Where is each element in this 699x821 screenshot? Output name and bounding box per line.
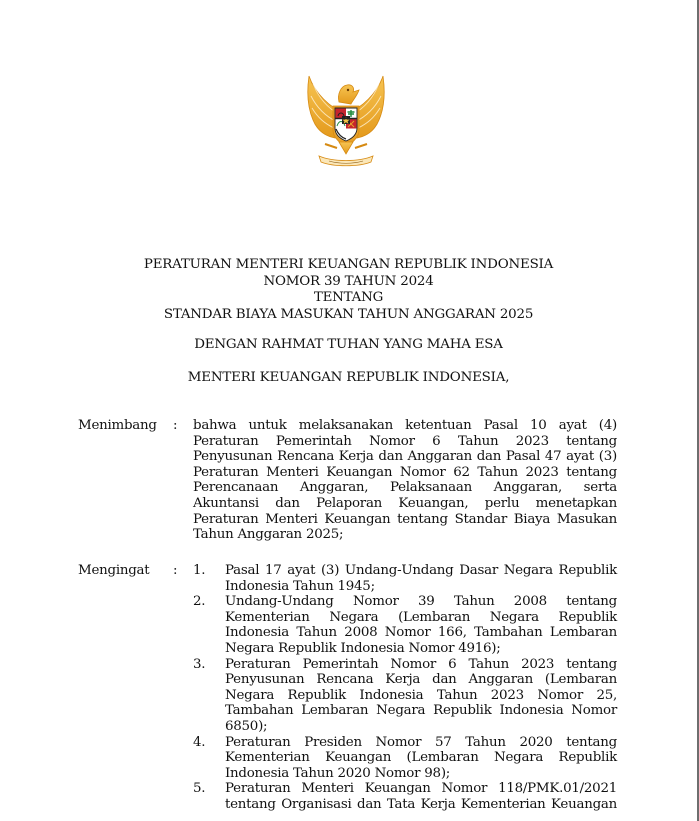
heading-line-number: NOMOR 39 TAHUN 2024 (263, 273, 434, 289)
text-line: Tambahan Lembaran Negara Republik Indonesia Nomor (225, 703, 617, 719)
text-line: Peraturan Menteri Keuangan Nomor 62 Tahun 2023 tentang (193, 464, 617, 480)
text-line: Kementerian Negara (Lembaran Negara Republik (225, 609, 617, 625)
menimbang-paragraph (193, 418, 617, 543)
text-line: Peraturan Menteri Keuangan tentang Standar Biaya Masukan (193, 511, 617, 527)
item-number: 2. (193, 594, 206, 610)
text-line: Negara Republik Indonesia Tahun 2023 Nomor 25, (225, 687, 617, 703)
item-number: 4. (193, 734, 206, 750)
text-line: Peraturan Presiden Nomor 57 Tahun 2020 tentang (225, 734, 617, 750)
heading-line-regulation: PERATURAN MENTERI KEUANGAN REPUBLIK INDONESIA (143, 257, 554, 272)
text-line: Perencanaan Anggaran, Pelaksanaan Anggaran, serta (193, 480, 617, 496)
text-line: Indonesia Tahun 2020 Nomor 98); (225, 765, 451, 781)
invocation (0, 337, 697, 354)
text-line: Pasal 17 ayat (3) Undang-Undang Dasar Negara Republik (225, 563, 617, 578)
item-text (225, 781, 617, 812)
mengingat-colon: : (173, 563, 178, 578)
invocation-text: DENGAN RAHMAT TUHAN YANG MAHA ESA (194, 337, 503, 352)
text-line: Akuntansi dan Pelaporan Keuangan, perlu menetapkan (193, 495, 617, 511)
text-line: Indonesia Tahun 1945; (225, 578, 375, 594)
item-text (225, 735, 617, 782)
text-line: Tahun Anggaran 2025; (193, 527, 344, 543)
text-line: Undang-Undang Nomor 39 Tahun 2008 tentang (225, 594, 617, 610)
text-line: Peraturan Pemerintah Nomor 6 Tahun 2023 tentang (225, 656, 617, 672)
heading-line-subject: STANDAR BIAYA MASUKAN TAHUN ANGGARAN 2025 (163, 306, 534, 322)
text-line: Penyusunan Rencana Kerja dan Anggaran dan Pasal 47 ayat (3) (193, 449, 617, 465)
item-number: 3. (193, 656, 206, 672)
item-text (225, 594, 617, 656)
text-line: Peraturan Pemerintah Nomor 6 Tahun 2023 tentang (193, 433, 617, 449)
text-line: Penyusunan Rencana Kerja dan Anggaran (Lembaran (225, 672, 617, 688)
heading-line-tentang: TENTANG (313, 290, 384, 305)
text-line: Negara Republik Indonesia Nomor 4916); (225, 640, 501, 656)
text-line: 6850); (225, 718, 268, 734)
regulation-heading (0, 257, 697, 323)
text-line: Peraturan Menteri Keuangan Nomor 118/PMK.01/2021 (225, 781, 617, 797)
text-line: Indonesia Tahun 2008 Nomor 166, Tambahan Lembaran (225, 625, 617, 641)
issuer-text: MENTERI KEUANGAN REPUBLIK INDONESIA, (187, 370, 510, 385)
garuda-emblem-icon (303, 72, 389, 168)
item-number: 5. (193, 781, 206, 797)
item-text (225, 563, 617, 594)
text-line: tentang Organisasi dan Tata Kerja Kementerian Keuangan (225, 796, 617, 812)
item-number: 1. (193, 563, 206, 578)
mengingat-label: Mengingat (78, 563, 150, 578)
text-line: Kementerian Keuangan (Lembaran Negara Republik (225, 750, 617, 766)
menimbang-label: Menimbang (78, 418, 157, 433)
item-text (225, 657, 617, 735)
menimbang-colon: : (173, 418, 178, 433)
text-line: bahwa untuk melaksanakan ketentuan Pasal 10 ayat (4) (193, 418, 617, 433)
issuer (0, 370, 697, 387)
